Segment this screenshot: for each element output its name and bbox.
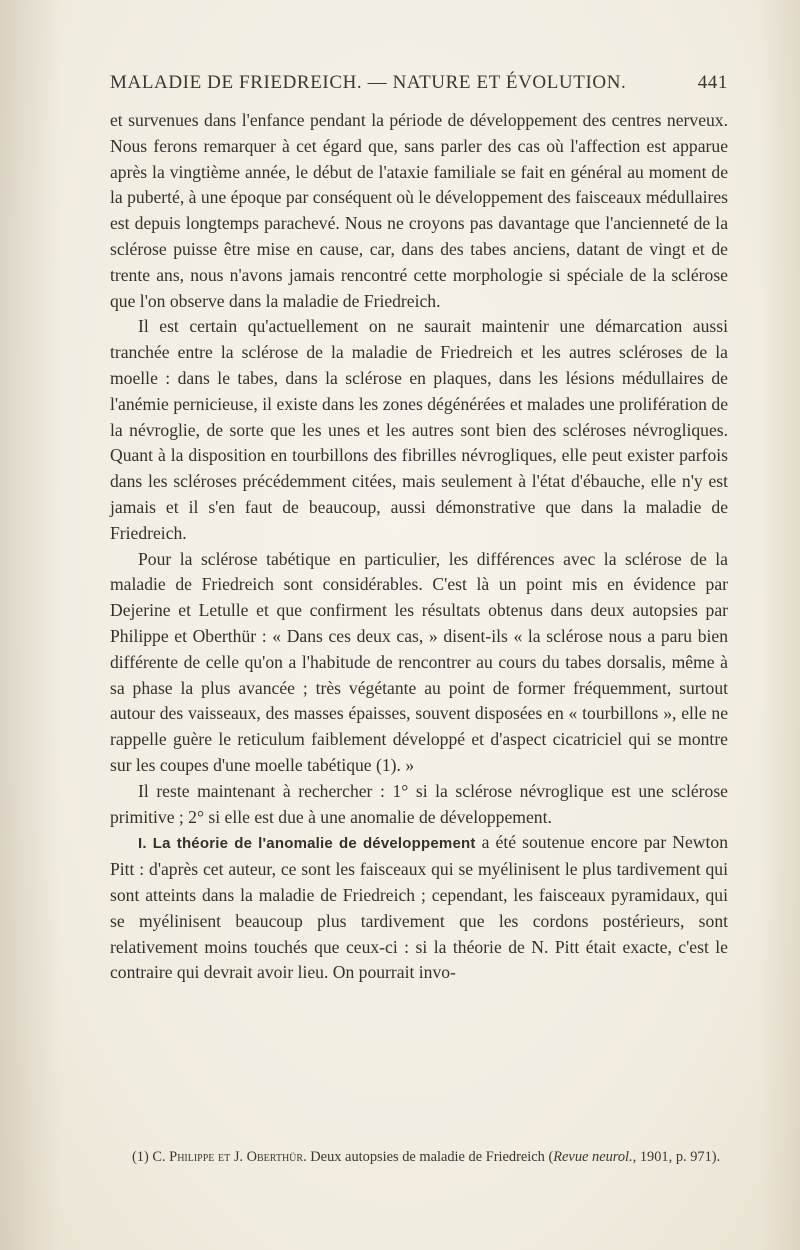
paragraph-tabetic-sclerosis: Pour la sclérose tabétique en particulier, les différences avec la sclérose de la maladie de Friedreich sont considérables. C'est là un point mis en évidence par Dejerine et Letulle et que confirment les résultats obtenus dans deux autopsies par Philippe et Oberthür : « Dans ces deux cas, » disent-ils « la sclérose nous a paru bien différente de celle qu'on a l'habitude de rencontrer au cours du tabes dorsalis, même à sa phase la plus avancée ; très végétante au point de former fréquemment, surtout autour des vaisseaux, des masses épaisses, souvent disposées en « tourbillons », elle ne rappelle guère le reticulum faiblement développé et d'aspect cicatriciel qui se montre sur les coupes d'une moelle tabétique (1). » [110, 548, 728, 775]
body-text [110, 108, 728, 986]
footnote-journal: Revue neurol. [553, 1149, 633, 1165]
paragraph-theory-section [110, 830, 728, 986]
running-head-title: MALADIE DE FRIEDREICH. — NATURE ET ÉVOLUTION. [110, 72, 627, 93]
page-edge-shadow [760, 0, 800, 1250]
section-text: a été soutenue encore par Newton Pitt : d'après cet auteur, ce sont les faisceaux qui se myélinisent le plus tardivement qui sont atteints dans la maladie de Friedreich ; cependant, les faisceaux pyramidaux, qui se myélinisent beaucoup plus tardivement que les cordons postérieurs, sont relativement moins touchés que ceux-ci : si la théorie de N. Pitt était exacte, c'est le contraire qui devrait avoir lieu. On pourrait invo- [110, 832, 728, 983]
page-number: 441 [697, 72, 728, 93]
running-head [110, 72, 728, 96]
page-gutter-shadow [0, 0, 60, 1250]
section-heading: I. La théorie de l'anomalie de développement [138, 835, 476, 853]
paragraph-questions: Il reste maintenant à rechercher : 1° si la sclérose névroglique est une sclérose primitive ; 2° si elle est due à une anomalie de développement. [110, 780, 728, 827]
footnote [110, 1146, 728, 1168]
footnote-entry [110, 1146, 728, 1168]
paragraph-continuation: et survenues dans l'enfance pendant la période de développement des centres nerveux. Nous ferons remarquer à cet égard que, sans parler des cas où l'affection est apparue après la vingtième année, le début de l'ataxie familiale se fait en général au moment de la puberté, à une époque par conséquent où le développement des faisceaux médullaires est depuis longtemps parachevé. Nous ne croyons pas davantage que l'ancienneté de la sclérose puisse être mise en cause, car, dans des tabes anciens, datant de vingt et de trente ans, nous n'avons jamais rencontré cette morphologie si spéciale de la sclérose que l'on observe dans la maladie de Friedreich. [110, 110, 728, 311]
footnote-text: Deux autopsies de maladie de Friedreich ( [306, 1149, 554, 1165]
footnote-marker: (1) [132, 1149, 153, 1165]
footnote-tail: , 1901, p. 971). [632, 1149, 721, 1165]
footnote-authors: C. Philippe et J. Oberthür. [152, 1149, 307, 1165]
paragraph-demarcation: Il est certain qu'actuellement on ne saurait maintenir une démarcation aussi tranchée entre la sclérose de la maladie de Friedreich et les autres scléroses de la moelle : dans le tabes, dans la sclérose en plaques, dans les lésions médullaires de l'anémie pernicieuse, il existe dans les zones dégénérées et malades une prolifération de la névroglie, de sorte que les unes et les autres sont bien des scléroses névrogliques. Quant à la disposition en tourbillons des fibrilles névrogliques, elle peut exister parfois dans les scléroses précédemment citées, mais seulement à l'état d'ébauche, elle n'y est jamais et il s'en faut de beaucoup, aussi démonstrative que dans la maladie de Friedreich. [110, 316, 728, 543]
